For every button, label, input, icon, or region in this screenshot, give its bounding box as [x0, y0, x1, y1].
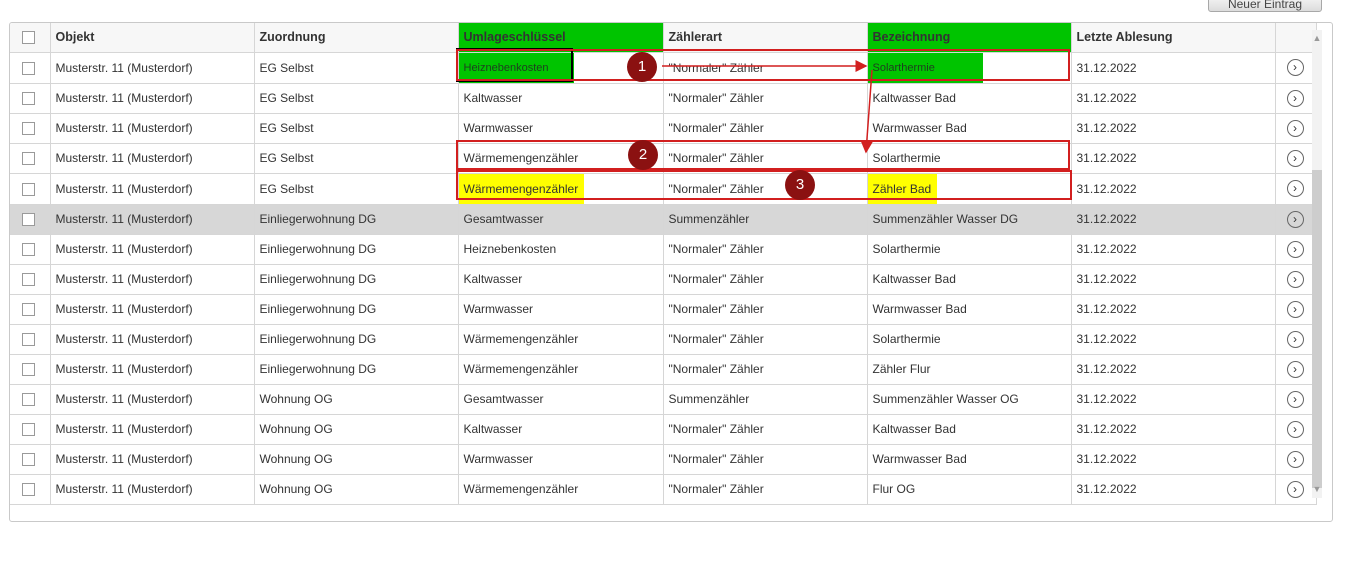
cell-text: EG Selbst	[259, 151, 314, 165]
cell-text: Wärmemengenzähler	[459, 174, 585, 204]
cell-text: Heiznebenkosten	[459, 53, 574, 83]
cell-text: "Normaler" Zähler	[668, 452, 764, 466]
cell-text: Zähler Bad	[868, 174, 938, 204]
cell-text: 31.12.2022	[1076, 392, 1137, 406]
cell-text: "Normaler" Zähler	[668, 362, 764, 376]
annotation-badge-1: 1	[627, 52, 657, 82]
cell-text: Wärmemengenzähler	[463, 151, 579, 165]
cell-text: Wohnung OG	[259, 422, 333, 436]
column-header-zaehlerart[interactable]: Zählerart	[663, 23, 867, 52]
cell-text: 31.12.2022	[1076, 422, 1137, 436]
cell-text: 31.12.2022	[1076, 121, 1137, 135]
cell-text: Summenzähler	[668, 392, 750, 406]
cell-text: "Normaler" Zähler	[668, 242, 764, 256]
cell-text: Heiznebenkosten	[463, 242, 557, 256]
column-header-objekt[interactable]: Objekt	[50, 23, 254, 52]
cell-text: Warmwasser Bad	[872, 121, 967, 135]
cell-text: "Normaler" Zähler	[668, 181, 764, 196]
cell-text: EG Selbst	[259, 181, 314, 196]
cell-text: "Normaler" Zähler	[668, 121, 764, 135]
cell-text: Musterstr. 11 (Musterdorf)	[55, 302, 193, 316]
cell-text: Musterstr. 11 (Musterdorf)	[55, 181, 193, 196]
cell-text: Solarthermie	[872, 151, 941, 165]
cell-text: 31.12.2022	[1076, 332, 1137, 346]
open-detail-icon[interactable]: ›	[1287, 211, 1304, 228]
cell-text: Musterstr. 11 (Musterdorf)	[55, 121, 193, 135]
open-detail-icon[interactable]: ›	[1287, 451, 1304, 468]
cell-text: 31.12.2022	[1076, 60, 1137, 75]
cell-text: Warmwasser	[463, 121, 534, 135]
cell-text: EG Selbst	[259, 121, 314, 135]
cell-text: Musterstr. 11 (Musterdorf)	[55, 60, 193, 75]
cell-text: Musterstr. 11 (Musterdorf)	[55, 482, 193, 496]
open-detail-icon[interactable]: ›	[1287, 180, 1304, 197]
cell-text: 31.12.2022	[1076, 212, 1137, 226]
cell-text: Einliegerwohnung DG	[259, 212, 377, 226]
open-detail-icon[interactable]: ›	[1287, 150, 1304, 167]
cell-text: Zähler Flur	[872, 362, 931, 376]
cell-text: "Normaler" Zähler	[668, 91, 764, 105]
cell-text: "Normaler" Zähler	[668, 422, 764, 436]
open-detail-icon[interactable]: ›	[1287, 120, 1304, 137]
cell-text: Solarthermie	[872, 332, 941, 346]
open-detail-icon[interactable]: ›	[1287, 241, 1304, 258]
cell-text: Wärmemengenzähler	[463, 362, 579, 376]
open-detail-icon[interactable]: ›	[1287, 421, 1304, 438]
cell-text: Musterstr. 11 (Musterdorf)	[55, 151, 193, 165]
scroll-up-icon[interactable]: ▲	[1312, 33, 1322, 43]
cell-text: Warmwasser	[463, 302, 534, 316]
open-detail-icon[interactable]: ›	[1287, 90, 1304, 107]
cell-text: "Normaler" Zähler	[668, 60, 764, 75]
open-detail-icon[interactable]: ›	[1287, 481, 1304, 498]
cell-text: Musterstr. 11 (Musterdorf)	[55, 332, 193, 346]
open-detail-icon[interactable]: ›	[1287, 271, 1304, 288]
cell-text: Solarthermie	[872, 242, 941, 256]
cell-text: Einliegerwohnung DG	[259, 302, 377, 316]
cell-text: Musterstr. 11 (Musterdorf)	[55, 392, 193, 406]
cell-text: Flur OG	[872, 482, 916, 496]
cell-text: Wärmemengenzähler	[463, 332, 579, 346]
cell-text: Warmwasser	[463, 452, 534, 466]
cell-text: "Normaler" Zähler	[668, 151, 764, 165]
cell-text: Summenzähler Wasser DG	[872, 212, 1019, 226]
cell-text: Einliegerwohnung DG	[259, 242, 377, 256]
column-header-umlageschluessel[interactable]: Umlageschlüssel	[458, 23, 663, 52]
column-header-zuordnung[interactable]: Zuordnung	[254, 23, 458, 52]
cell-text: Kaltwasser	[463, 422, 523, 436]
column-header-letzte-ablesung[interactable]: Letzte Ablesung	[1071, 23, 1275, 52]
cell-text: Kaltwasser Bad	[872, 422, 956, 436]
scroll-down-icon[interactable]: ▼	[1312, 484, 1322, 494]
cell-text: "Normaler" Zähler	[668, 302, 764, 316]
cell-text: Wohnung OG	[259, 392, 333, 406]
cell-text: 31.12.2022	[1076, 91, 1137, 105]
cell-text: Wohnung OG	[259, 482, 333, 496]
annotation-badge-2: 2	[628, 140, 658, 170]
cell-text: Musterstr. 11 (Musterdorf)	[55, 242, 193, 256]
cell-text: "Normaler" Zähler	[668, 272, 764, 286]
cell-text: Musterstr. 11 (Musterdorf)	[55, 212, 193, 226]
cell-text: Kaltwasser	[463, 272, 523, 286]
open-detail-icon[interactable]: ›	[1287, 391, 1304, 408]
cell-text: 31.12.2022	[1076, 482, 1137, 496]
cell-text: Musterstr. 11 (Musterdorf)	[55, 362, 193, 376]
cell-text: Solarthermie	[868, 53, 983, 83]
open-detail-icon[interactable]: ›	[1287, 301, 1304, 318]
cell-text: "Normaler" Zähler	[668, 332, 764, 346]
cell-text: Musterstr. 11 (Musterdorf)	[55, 91, 193, 105]
cell-text: Summenzähler Wasser OG	[872, 392, 1019, 406]
cell-text: Musterstr. 11 (Musterdorf)	[55, 422, 193, 436]
cell-text: Wohnung OG	[259, 452, 333, 466]
cell-text: 31.12.2022	[1076, 272, 1137, 286]
cell-text: 31.12.2022	[1076, 242, 1137, 256]
cell-text: "Normaler" Zähler	[668, 482, 764, 496]
cell-text: 31.12.2022	[1076, 302, 1137, 316]
cell-text: Kaltwasser Bad	[872, 91, 956, 105]
cell-text: Musterstr. 11 (Musterdorf)	[55, 272, 193, 286]
column-header-bezeichnung[interactable]: Bezeichnung	[867, 23, 1071, 52]
cell-text: Musterstr. 11 (Musterdorf)	[55, 452, 193, 466]
cell-text: Gesamtwasser	[463, 212, 544, 226]
cell-text: Einliegerwohnung DG	[259, 332, 377, 346]
cell-text: 31.12.2022	[1076, 452, 1137, 466]
cell-text: 31.12.2022	[1076, 151, 1137, 165]
cell-text: Wärmemengenzähler	[463, 482, 579, 496]
cell-text: EG Selbst	[259, 60, 314, 75]
cell-text: Einliegerwohnung DG	[259, 272, 377, 286]
cell-text: 31.12.2022	[1076, 181, 1137, 196]
cell-text: 31.12.2022	[1076, 362, 1137, 376]
cell-text: Kaltwasser Bad	[872, 272, 956, 286]
cell-text: Summenzähler	[668, 212, 750, 226]
cell-text: Einliegerwohnung DG	[259, 362, 377, 376]
cell-text: Warmwasser Bad	[872, 452, 967, 466]
cell-text: Warmwasser Bad	[872, 302, 967, 316]
open-detail-icon[interactable]: ›	[1287, 59, 1304, 76]
open-detail-icon[interactable]: ›	[1287, 361, 1304, 378]
cell-text: Gesamtwasser	[463, 392, 544, 406]
cell-text: EG Selbst	[259, 91, 314, 105]
new-entry-button[interactable]: Neuer Eintrag	[1208, 0, 1322, 12]
cell-text: Kaltwasser	[463, 91, 523, 105]
annotation-badge-3: 3	[785, 170, 815, 200]
open-detail-icon[interactable]: ›	[1287, 331, 1304, 348]
